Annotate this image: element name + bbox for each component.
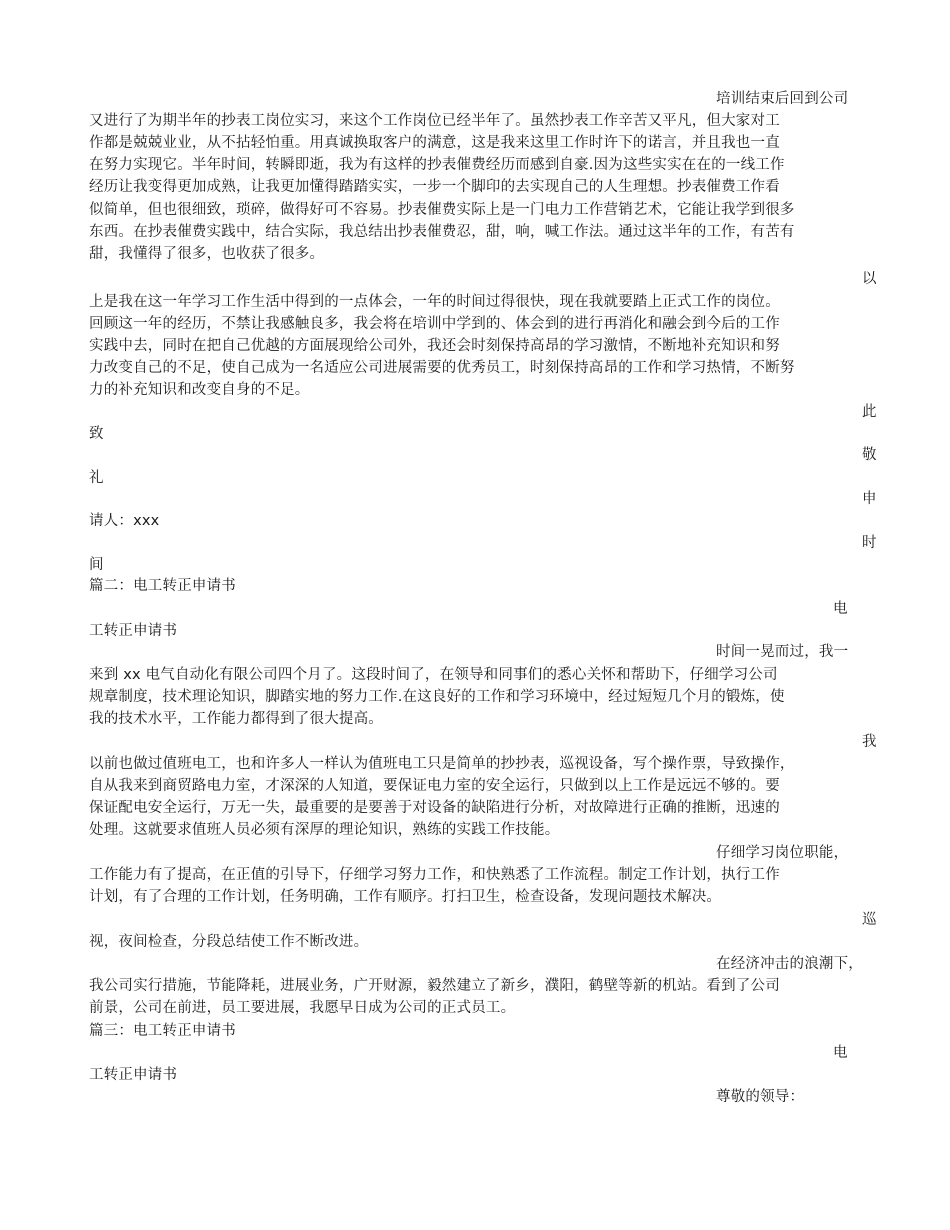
paragraph-line: 我公司实行措施，节能降耗，进展业务，广开财源，毅然建立了新乡，濮阳，鹤壁等新的机站。看到了公司	[89, 978, 780, 994]
salutation: 尊敬的领导：	[716, 1089, 805, 1105]
paragraph-line: 又进行了为期半年的抄表工岗位实习，来这个工作岗位已经半年了。虽然抄表工作辛苦又平凡，但大家对工	[89, 113, 780, 129]
paragraph-line: 回顾这一年的经历，不禁让我感触良多，我会将在培训中学到的、体会到的进行再消化和融会到今后的工作	[89, 316, 780, 332]
title-rest: 工转正申请书	[89, 623, 178, 639]
paragraph-line: 工作能力有了提高，在正值的引导下，仔细学习努力工作，和快熟悉了工作流程。制定工作计划，执行工作	[89, 867, 780, 883]
paragraph-line: 我的技术水平，工作能力都得到了很大提高。	[89, 711, 383, 727]
closing-shen: 申	[862, 491, 877, 507]
paragraph-lead-char: 巡	[862, 912, 877, 928]
paragraph-line: 力改变自己的不足，使自己成为一名适应公司进展需要的优秀员工，时刻保持高昂的工作和学习热情，不断努	[89, 360, 795, 376]
paragraph-line: 在努力实现它。半年时间，转瞬即逝，我为有这样的抄表催费经历而感到自豪.因为这些实实在在的一线工作	[89, 157, 785, 173]
paragraph-line: 东西。在抄表催费实践中，结合实际，我总结出抄表催费忍，甜，响，喊工作法。通过这半年的工作，有苦有	[89, 224, 795, 240]
closing-jian: 间	[89, 557, 104, 573]
closing-shi: 时	[862, 535, 877, 551]
paragraph-line: 甜，我懂得了很多，也收获了很多。	[89, 246, 325, 262]
paragraph-line: 保证配电安全运行，万无一失，最重要的是要善于对设备的缺陷进行分析，对故障进行正确的推断，迅速的	[89, 800, 780, 816]
paragraph-line: 来到 xx 电气自动化有限公司四个月了。这段时间了，在领导和同事们的悉心关怀和帮助下，仔细学习公司	[89, 667, 778, 683]
paragraph-lead-char: 我	[862, 734, 877, 750]
closing-jing: 敬	[862, 447, 877, 463]
paragraph-line: 上是我在这一年学习工作生活中得到的一点体会，一年的时间过得很快，现在我就要踏上正式工作的岗位。	[89, 294, 780, 310]
intro-tail-line: 培训结束后回到公司	[716, 91, 849, 107]
paragraph-line: 规章制度，技术理论知识，脚踏实地的努力工作.在这良好的工作和学习环境中，经过短短几个月的锻炼，使	[89, 689, 785, 705]
paragraph-lead: 时间一晃而过，我一	[716, 644, 849, 660]
paragraph-line: 处理。这就要求值班人员必须有深厚的理论知识，熟练的实践工作技能。	[89, 822, 560, 838]
paragraph-line: 实践中去，同时在把自己优越的方面展现给公司外，我还会时刻保持高昂的学习激情，不断地补充知识和努	[89, 338, 780, 354]
title-rest: 工转正申请书	[89, 1067, 178, 1083]
title-lead-char: 电	[833, 1045, 848, 1061]
section-heading: 篇二：电工转正申请书	[89, 578, 236, 594]
paragraph-lead: 仔细学习岗位职能，	[716, 845, 849, 861]
paragraph-line: 似简单，但也很细致，琐碎，做得好可不容易。抄表催费实际上是一门电力工作营销艺术，它能让我学到很多	[89, 202, 795, 218]
paragraph-line: 经历让我变得更加成熟，让我更加懂得踏踏实实，一步一个脚印的去实现自己的人生理想。抄表催费工作看	[89, 179, 780, 195]
paragraph-line: 计划，有了合理的工作计划，任务明确，工作有顺序。打扫卫生，检查设备，发现问题技术解决。	[89, 889, 722, 905]
closing-ci: 此	[862, 404, 877, 420]
paragraph-line: 自从我来到商贸路电力室，才深深的人知道，要保证电力室的安全运行，只做到以上工作是远远不够的。要	[89, 778, 780, 794]
section-heading: 篇三：电工转正申请书	[89, 1023, 236, 1039]
title-lead-char: 电	[833, 601, 848, 617]
paragraph-line: 力的补充知识和改变自身的不足。	[89, 382, 310, 398]
paragraph-line: 以前也做过值班电工，也和许多人一样认为值班电工只是简单的抄抄表，巡视设备，写个操作票，导致操作，	[89, 756, 795, 772]
applicant-line: 请人：xxx	[89, 513, 160, 529]
paragraph-line: 视，夜间检查，分段总结使工作不断改进。	[89, 934, 369, 950]
paragraph-lead: 在经济冲击的浪潮下，	[716, 956, 863, 972]
closing-li: 礼	[89, 470, 104, 486]
paragraph-line: 作都是兢兢业业，从不拈轻怕重。用真诚换取客户的满意，这是我来这里工作时许下的诺言，并且我也一直	[89, 135, 780, 151]
paragraph-line: 前景，公司在前进，员工要进展，我愿早日成为公司的正式员工。	[89, 1000, 516, 1016]
paragraph-lead-char: 以	[862, 271, 877, 287]
closing-zhi: 致	[89, 426, 104, 442]
